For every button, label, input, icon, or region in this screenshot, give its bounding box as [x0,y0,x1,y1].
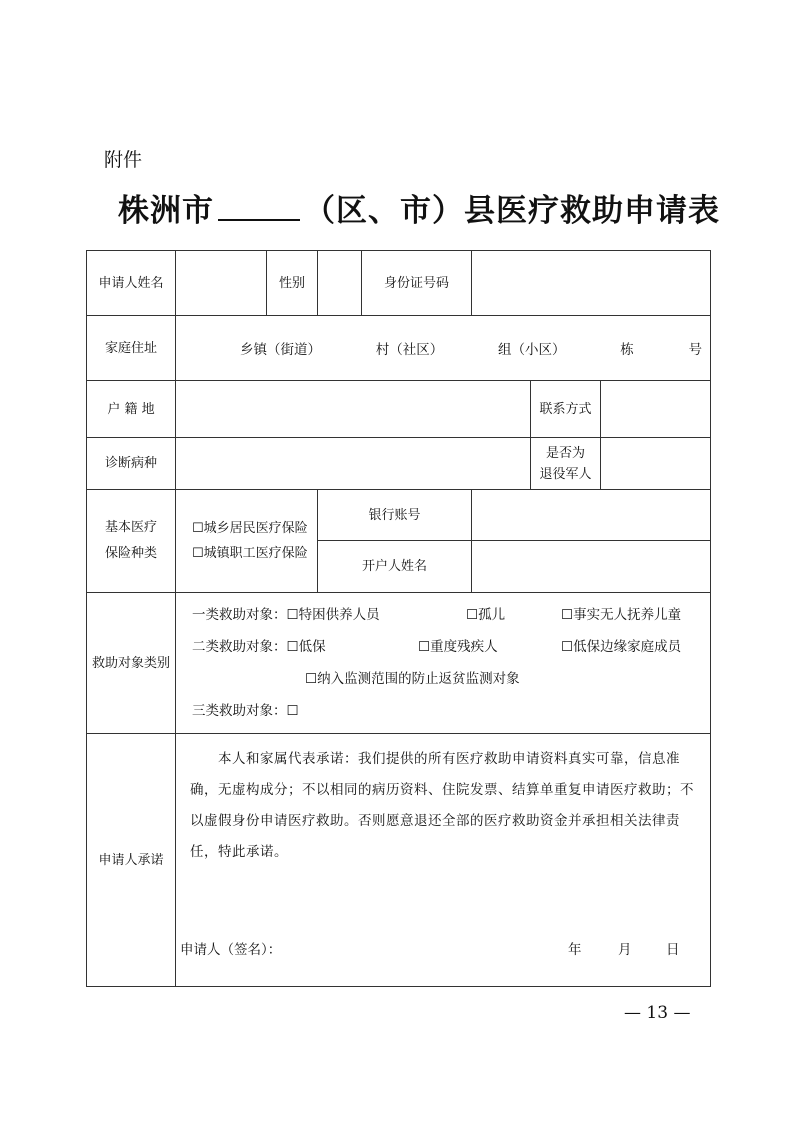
veteran-label [531,438,601,490]
diagnosis-field[interactable] [176,438,531,490]
title-blank [218,195,300,221]
date-year: 年 [568,942,582,958]
bank-account-label: 银行账号 [318,490,472,541]
row-category [87,593,711,734]
pledge-cell [176,734,711,987]
date-month: 月 [618,942,632,958]
address-village: 村（社区） [375,342,444,358]
title-suffix: （区、市）县医疗救助申请表 [304,193,720,229]
signature-label: 申请人（签名）： [180,942,282,958]
account-holder-field[interactable] [472,541,711,593]
pledge-text: 本人和家属代表承诺：我们提供的所有医疗救助申请资料真实可靠，信息准确，无虚构成分；不以相同的病历资料、住院发票、结算单重复申请医疗救助；不以虚假身份申请医疗救助。否则愿意退还全部的医疗救助资金并承担相关法律责任，特此承诺。 [190,751,694,860]
row-household [87,381,711,438]
page-number: — 13 — [624,1003,691,1023]
category-2-marginal-family[interactable]: ☐低保边缘家庭成员 [561,639,682,655]
address-town: 乡镇（街道） [240,342,321,358]
pledge-label: 申请人承诺 [87,734,176,987]
contact-field[interactable] [601,381,711,438]
category-1-specific-poverty[interactable]: 一类救助对象：☐特困供养人员 [192,607,380,623]
veteran-label-line2: 退役军人 [539,466,592,482]
row-applicant [87,251,711,316]
insurance-label-line2: 保险种类 [104,546,157,561]
row-address [87,316,711,381]
insurance-option-rural[interactable]: ☐城乡居民医疗保险 [192,521,308,536]
veteran-field[interactable] [601,438,711,490]
account-holder-label: 开户人姓名 [318,541,472,593]
row-pledge [87,734,711,987]
insurance-label [87,490,176,593]
diagnosis-label: 诊断病种 [87,438,176,490]
household-label: 户 籍 地 [87,381,176,438]
veteran-label-line1: 是否为 [546,445,586,461]
insurance-options [176,490,318,593]
category-3[interactable]: 三类救助对象：☐ [192,703,299,719]
insurance-option-urban[interactable]: ☐城镇职工医疗保险 [192,546,308,561]
address-group: 组（小区） [498,342,566,358]
applicant-name-field[interactable] [176,251,267,316]
address-field[interactable] [176,316,711,381]
applicant-name-label: 申请人姓名 [87,251,176,316]
id-number-label: 身份证号码 [362,251,472,316]
category-1-orphan[interactable]: ☐孤儿 [466,607,506,623]
attachment-label: 附件 [104,149,143,171]
gender-label: 性别 [267,251,318,316]
application-form [86,250,711,987]
row-insurance-bank [87,490,711,541]
household-field[interactable] [176,381,531,438]
category-1-unsupported-child[interactable]: ☐事实无人抚养儿童 [561,607,682,623]
category-2-severe-disability[interactable]: ☐重度残疾人 [418,639,498,655]
page-title [118,185,720,230]
gender-field[interactable] [318,251,362,316]
address-building: 栋 [620,342,634,358]
id-number-field[interactable] [472,251,711,316]
contact-label: 联系方式 [531,381,601,438]
address-number: 号 [688,342,702,358]
category-options [176,593,711,734]
category-label: 救助对象类别 [87,593,176,734]
category-2-dibao[interactable]: 二类救助对象：☐低保 [192,639,326,655]
insurance-label-line1: 基本医疗 [104,520,157,535]
row-diagnosis [87,438,711,490]
category-2-monitoring-target[interactable]: ☐纳入监测范围的防止返贫监测对象 [305,671,520,687]
date-day: 日 [666,942,680,958]
title-prefix: 株洲市 [118,193,214,229]
bank-account-field[interactable] [472,490,711,541]
address-label: 家庭住址 [87,316,176,381]
